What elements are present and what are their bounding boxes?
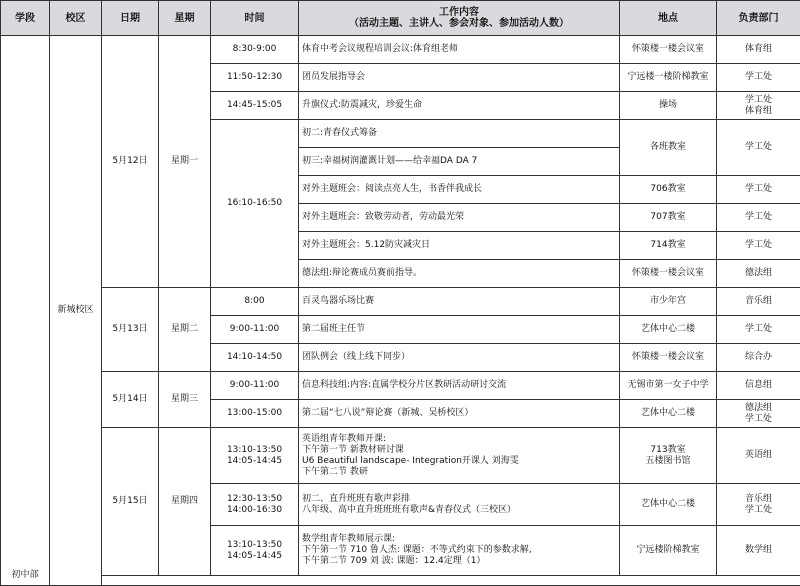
dept-cell: 音乐组 [717,288,800,316]
content-cell: 初二:青春仪式筹备 [299,120,620,148]
header-content-title: 工作内容 [302,7,616,18]
content-line: 下午第一节 新教材研讨课 [302,445,616,456]
content-line: U6 Beautiful landscape- Integration开课人 刘海雯 [302,456,616,467]
location-cell: 707教室 [620,204,717,232]
location-cell: 各班教室 [620,120,717,176]
content-cell: 升旗仪式:防震减灾，珍爱生命 [299,92,620,120]
time-line: 13:10-13:50 [214,540,295,551]
table-row [1,576,800,586]
content-line: 下午第二节 教研 [302,467,616,478]
content-cell: 对外主题班会：致敬劳动者，劳动最光荣 [299,204,620,232]
dept-cell: 德法组 [717,260,800,288]
header-stage: 学段 [1,1,50,36]
weekday-cell: 星期三 [159,372,211,428]
location-cell: 艺体中心二楼 [620,316,717,344]
location-line: 713教室 [623,445,713,456]
table-row [1,372,800,400]
dept-cell: 体育组 [717,36,800,64]
content-line: 数学组青年教师展示课: [302,534,616,545]
dept-cell: 学工处 [717,120,800,176]
content-cell: 体育中考会议规程培训会议:体育组老师 [299,36,620,64]
header-weekday: 星期 [159,1,211,36]
weekday-cell: 星期二 [159,288,211,372]
dept-cell: 学工处 [717,64,800,92]
header-content-subtitle: （活动主题、主讲人、参会对象、参加活动人数） [302,18,616,29]
continuation-row [102,576,800,586]
content-cell: 第二届班主任节 [299,316,620,344]
header-location: 地点 [620,1,717,36]
location-cell: 市少年宫 [620,288,717,316]
table-row [1,36,800,64]
time-cell: 13:00-15:00 [211,400,299,428]
content-cell [299,484,620,526]
content-cell [299,428,620,484]
date-cell: 5月14日 [102,372,159,428]
content-cell: 团员发展指导会 [299,64,620,92]
dept-line: 学工处 [720,414,797,425]
time-line: 14:05-14:45 [214,456,295,467]
dept-line: 学工处 [720,95,797,106]
content-line: 八年级、高中直升班班班有歌声&青春仪式（三校区） [302,505,616,516]
header-campus: 校区 [50,1,102,36]
dept-cell: 学工处 [717,176,800,204]
content-cell: 百灵鸟器乐场比赛 [299,288,620,316]
location-cell: 怀策楼一楼会议室 [620,344,717,372]
date-cell: 5月13日 [102,288,159,372]
location-cell: 无锡市第一女子中学 [620,372,717,400]
time-line: 14:00-16:30 [214,505,295,516]
content-cell: 对外主题班会：5.12防灾减灾日 [299,232,620,260]
location-cell: 706教室 [620,176,717,204]
dept-line: 学工处 [720,505,797,516]
dept-cell: 学工处 [717,316,800,344]
location-cell: 714教室 [620,232,717,260]
content-cell: 对外主题班会：阅读点亮人生，书香伴我成长 [299,176,620,204]
content-line: 下午第一节 710 鲁人杰: 课题：不等式约束下的参数求解, [302,545,616,556]
time-cell [211,484,299,526]
content-cell: 德法组:辩论赛成员赛前指导。 [299,260,620,288]
content-cell: 第二届“七八说”辩论赛（新城、吴桥校区） [299,400,620,428]
time-cell [211,428,299,484]
weekday-cell: 星期四 [159,428,211,576]
time-line: 13:10-13:50 [214,445,295,456]
location-cell: 宁远楼一楼阶梯教室 [620,64,717,92]
content-line: 下午第二节 709 刘 波: 课题：12.4定理（1） [302,556,616,567]
time-cell: 9:00-11:00 [211,372,299,400]
dept-line: 体育组 [720,106,797,117]
content-cell: 团队例会（线上线下同步） [299,344,620,372]
location-cell: 操场 [620,92,717,120]
time-cell: 8:00 [211,288,299,316]
dept-cell: 学工处 [717,204,800,232]
table-row [1,428,800,484]
time-cell: 9:00-11:00 [211,316,299,344]
location-line: 五楼图书馆 [623,456,713,467]
location-cell [620,428,717,484]
dept-cell: 信息组 [717,372,800,400]
stage-cell: 初中部 [1,36,50,586]
time-cell: 8:30-9:00 [211,36,299,64]
date-cell: 5月15日 [102,428,159,576]
content-line: 英语组青年教师开课: [302,434,616,445]
time-cell: 11:50-12:30 [211,64,299,92]
date-cell: 5月12日 [102,36,159,288]
campus-cell: 新城校区 [50,36,102,586]
header-time: 时间 [211,1,299,36]
time-cell: 16:10-16:50 [211,120,299,288]
location-cell: 艺体中心二楼 [620,484,717,526]
location-cell: 宁远楼阶梯教室 [620,526,717,576]
content-cell [299,526,620,576]
location-cell: 怀策楼一楼会议室 [620,260,717,288]
dept-cell: 英语组 [717,428,800,484]
time-line: 14:05-14:45 [214,551,295,562]
time-cell: 14:10-14:50 [211,344,299,372]
content-line: 初二、直升班班有歌声彩排 [302,494,616,505]
header-content [299,1,620,36]
header-department: 负责部门 [717,1,800,36]
time-line: 12:30-13:50 [214,494,295,505]
header-row [1,1,800,36]
dept-line: 音乐组 [720,494,797,505]
dept-cell: 学工处 [717,232,800,260]
dept-cell: 数学组 [717,526,800,576]
dept-line: 德法组 [720,403,797,414]
dept-cell [717,92,800,120]
time-cell: 14:45-15:05 [211,92,299,120]
location-cell: 艺体中心二楼 [620,400,717,428]
dept-cell [717,400,800,428]
content-cell: 初三:幸福树润灌溉计划——给幸福DA DA 7 [299,148,620,176]
content-cell: 信息科技组:内容:直属学校分片区教研活动研讨交流 [299,372,620,400]
table-row [1,288,800,316]
dept-cell [717,484,800,526]
location-cell: 怀策楼一楼会议室 [620,36,717,64]
weekday-cell: 星期一 [159,36,211,288]
time-cell [211,526,299,576]
dept-cell: 综合办 [717,344,800,372]
header-date: 日期 [102,1,159,36]
